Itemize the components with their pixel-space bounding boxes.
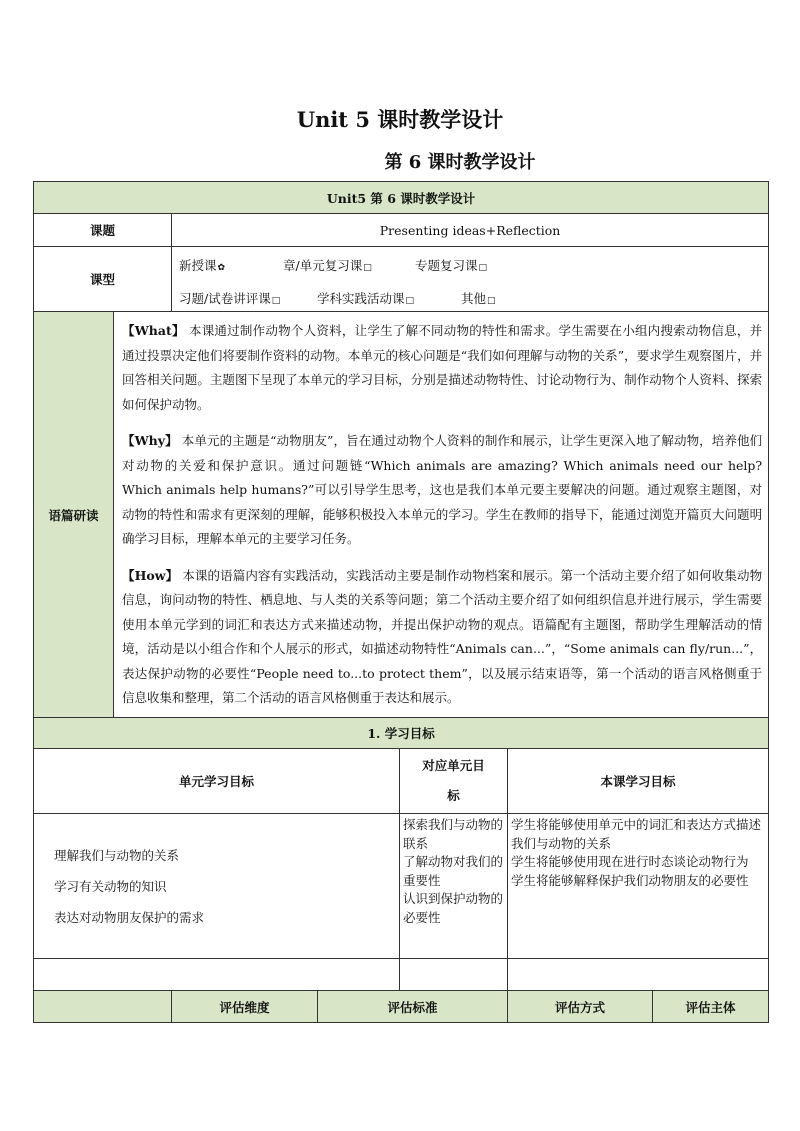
lesson-goal-item: 学生将能够使用单元中的词汇和表达方式描述我们与动物的关系 [511,817,762,851]
eval-blank-header [34,991,172,1023]
table-header-row [34,182,769,214]
checkbox-icon: □ [478,263,488,273]
unit-goal-item: 学习有关动物的知识 [54,878,167,894]
analysis-row [34,312,769,718]
type-option: 新授课✿ [179,258,226,273]
match-goal-item: 探索我们与动物的联系 [403,817,504,851]
unit-goals-cell [34,814,400,959]
goals-content-row [34,814,769,959]
checkbox-icon: □ [363,263,372,273]
how-paragraph: 【How】 本课的语篇内容有实践活动，实践活动主要是制作动物档案和展示。第一个活动主要介绍了如何收集动物信息，询问动物的特性、栖息地、与人类的关系等问题；第二个活动主要介绍了如何组织信息并进行展示，学生需要使用本单元学到的词汇和表达方式来描述动物，并提出保护动物的观点。语篇配有主题图，帮助学生理解活动的情境，活动是以小组合作和个人展示的形式，如描述动物特性“Animals can...”，“Some animals can fly/run...”，表达保护动物的必要性“People need to...to protect them”，以及展示结束语等，第一个活动的语言风格侧重于信息收集和整理，第二个活动的语言风格侧重于表达和展示。 [122,567,763,705]
analysis-label: 语篇研读 [34,312,114,718]
type-option: 专题复习课□ [415,258,488,273]
type-label: 课型 [34,247,172,312]
goals-empty-row [34,959,769,991]
topic-row [34,214,769,247]
type-option: 学科实践活动课□ [317,291,415,306]
checkbox-icon: □ [487,296,496,306]
lesson-goals-cell [508,814,769,959]
checkbox-icon: □ [405,296,415,306]
why-paragraph: 【Why】 本单元的主题是“动物朋友”，旨在通过动物个人资料的制作和展示，让学生更深入地了解动物，培养他们对动物的关爱和保护意识。通过问题链“Which animals are amazing? Which animals need our help? Which animals help humans?”可以引导学生思考，这也是我们本单元要主要解决的问题。通过观察主题图，对动物的特性和需求有更深刻的理解，能够积极投入本单元的学习。学生在教师的指导下，能通过浏览开篇页大问题明确学习目标，理解本单元的主要学习任务。 [122,433,763,546]
goals-columns-row [34,749,769,814]
match-goals-header: 对应单元目 标 [400,749,508,814]
unit-goal-item: 表达对动物朋友保护的需求 [54,909,205,925]
unit-goals-header: 单元学习目标 [34,749,400,814]
empty-cell [34,959,400,991]
type-option: 其他□ [461,291,496,306]
document-title: Unit 5 课时教学设计 [296,107,504,132]
lesson-goal-item: 学生将能够使用现在进行时态谈论动物行为 [511,854,749,869]
goals-header-row [34,718,769,749]
match-goal-item: 了解动物对我们的重要性 [403,854,504,888]
match-goals-cell [400,814,508,959]
type-option: 习题/试卷讲评课□ [179,291,281,306]
empty-cell [508,959,769,991]
type-options [172,247,769,312]
topic-value: Presenting ideas+Reflection [172,214,769,247]
analysis-content [114,312,769,718]
eval-method-header: 评估方式 [508,991,653,1023]
what-paragraph: 【What】 本课通过制作动物个人资料，让学生了解不同动物的特性和需求。学生需要在小组内搜索动物信息，并通过投票决定他们将要制作资料的动物。本单元的核心问题是“我们如何理解与动物的关系”，要求学生观察图片，并回答相关问题。主题图下呈现了本单元的学习目标，分别是描述动物特性、讨论动物行为、制作动物个人资料、探索如何保护动物。 [122,323,763,412]
lesson-design-table [33,181,769,1023]
flower-checkbox-icon: ✿ [217,263,226,273]
topic-label: 课题 [34,214,172,247]
lesson-goals-header: 本课学习目标 [508,749,769,814]
empty-cell [400,959,508,991]
eval-standard-header: 评估标准 [318,991,508,1023]
checkbox-icon: □ [271,296,281,306]
eval-subject-header: 评估主体 [653,991,769,1023]
lesson-goal-item: 学生将能够解释保护我们动物朋友的必要性 [511,872,749,888]
eval-dimension-header: 评估维度 [172,991,318,1023]
type-option: 章/单元复习课□ [283,258,372,273]
type-row [34,247,769,312]
document-subtitle: 第 6 课时教学设计 [384,152,536,173]
unit-goal-item: 理解我们与动物的关系 [54,847,180,863]
match-goal-item: 认识到保护动物的必要性 [403,891,504,925]
goals-header: 1. 学习目标 [34,718,769,749]
table-header: Unit5 第 6 课时教学设计 [34,182,769,214]
evaluation-header-row [34,991,769,1023]
